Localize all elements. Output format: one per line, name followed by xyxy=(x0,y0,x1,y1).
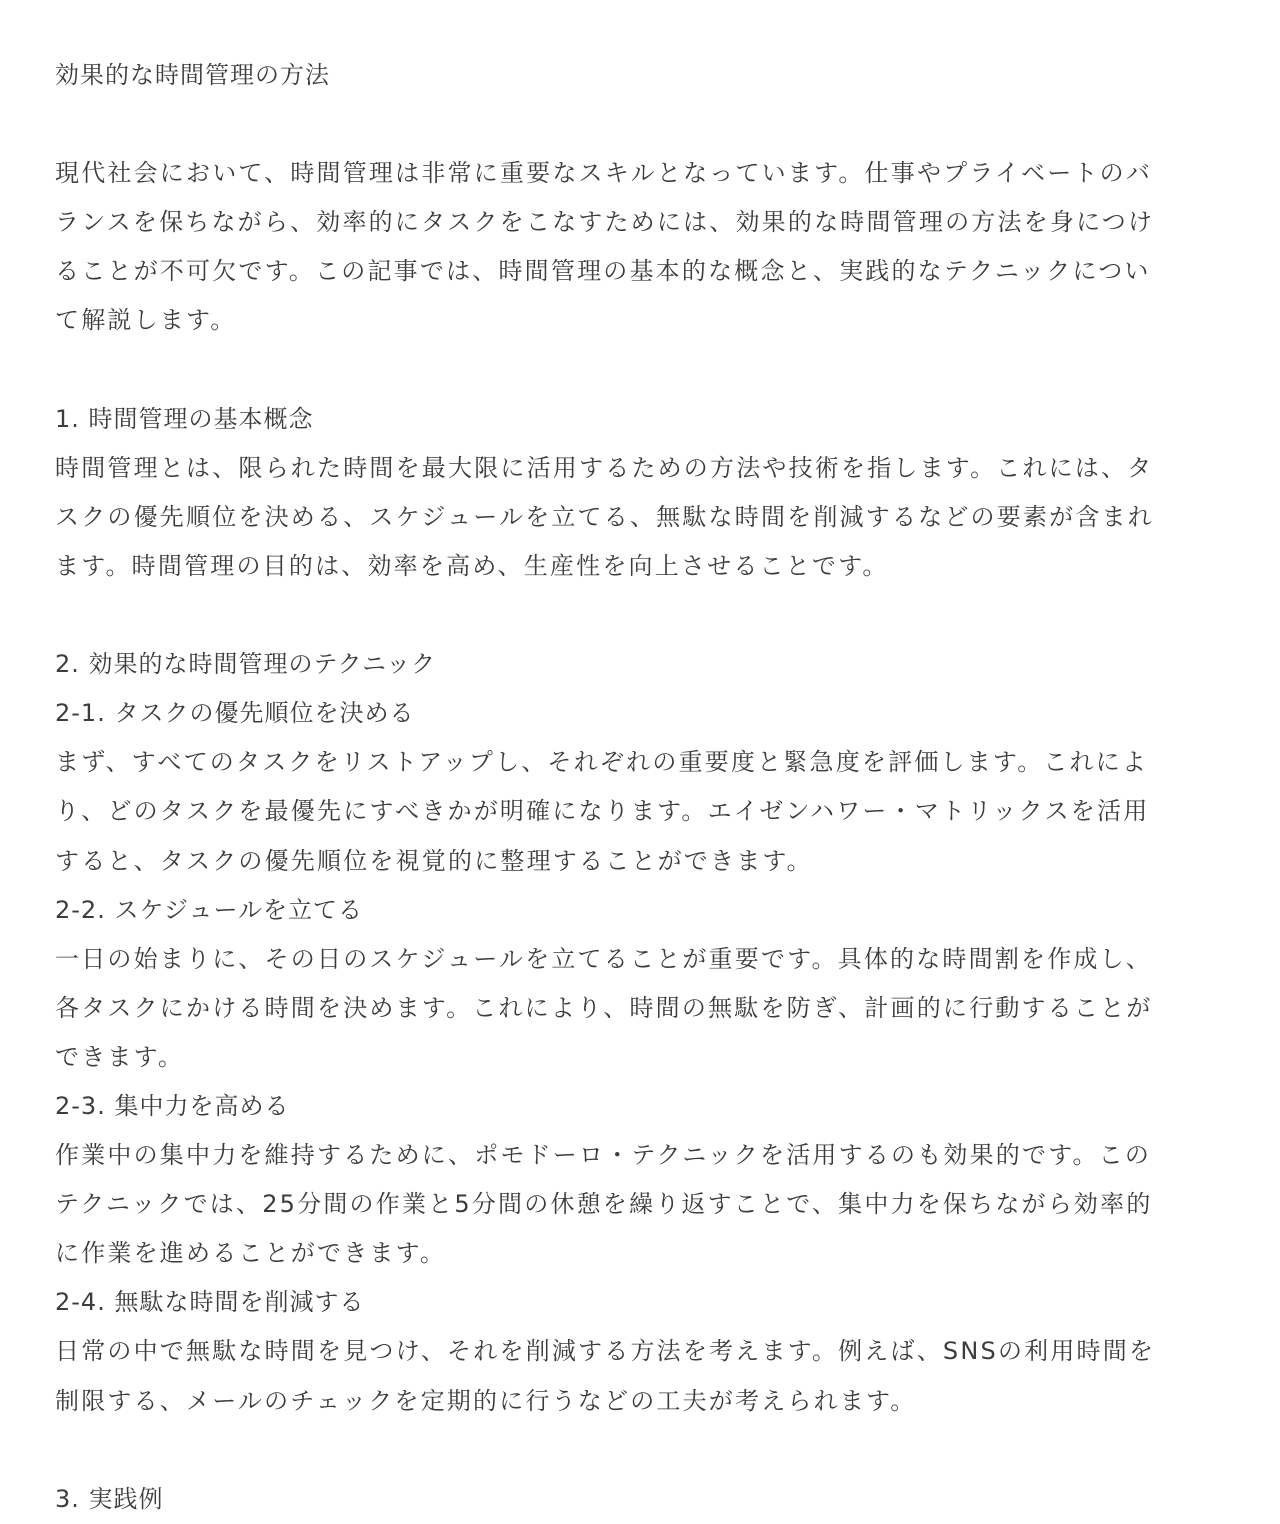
subsection-heading: 2-2. スケジュールを立てる xyxy=(55,895,364,924)
article-title: 効果的な時間管理の方法 xyxy=(55,61,330,89)
text-line: 日常の中で無駄な時間を見つけ、それを削減する方法を考えます。例えば、SNSの利用時間を xyxy=(55,1337,1156,1366)
subsection-heading: 2-1. タスクの優先順位を決める xyxy=(55,699,415,728)
section-1 xyxy=(55,395,1215,591)
text-line: テクニックでは、25分間の作業と5分間の休憩を繰り返すことで、集中力を保ちながら効率的 xyxy=(55,1190,1153,1219)
subsection-heading: 2-4. 無駄な時間を削減する xyxy=(55,1288,365,1317)
intro-paragraph xyxy=(55,149,1215,345)
blank-line xyxy=(55,100,1215,149)
text-line: り、どのタスクを最優先にすべきかが明確になります。エイゼンハワー・マトリックスを活用 xyxy=(55,797,1150,826)
text-line: 各タスクにかける時間を決めます。これにより、時間の無駄を防ぎ、計画的に行動することが xyxy=(55,993,1153,1022)
text-line: まず、すべてのタスクをリストアップし、それぞれの重要度と緊急度を評価します。これによ xyxy=(55,748,1149,777)
text-line: できます。 xyxy=(55,1042,185,1071)
section-heading: 1. 時間管理の基本概念 xyxy=(55,404,314,433)
text-line: に作業を進めることができます。 xyxy=(55,1239,447,1268)
blank-line xyxy=(55,346,1215,395)
text-line: ます。時間管理の目的は、効率を高め、生産性を向上させることです。 xyxy=(55,551,889,580)
text-line: ランスを保ちながら、効率的にタスクをこなすためには、効果的な時間管理の方法を身につけ xyxy=(55,208,1155,237)
article xyxy=(55,51,1215,1524)
text-line: 作業中の集中力を維持するために、ポモドーロ・テクニックを活用するのも効果的です。この xyxy=(55,1141,1152,1170)
text-line: すると、タスクの優先順位を視覚的に整理することができます。 xyxy=(55,846,813,875)
section-2 xyxy=(55,640,1215,1426)
subsection-heading: 2-3. 集中力を高める xyxy=(55,1091,290,1120)
text-line: 現代社会において、時間管理は非常に重要なスキルとなっています。仕事やプライベートのバ xyxy=(55,159,1153,188)
blank-line xyxy=(55,591,1215,640)
blank-line xyxy=(55,1426,1215,1475)
section-heading: 3. 実践例 xyxy=(55,1484,164,1513)
section-heading: 2. 効果的な時間管理のテクニック xyxy=(55,650,437,679)
text-line: 時間管理とは、限られた時間を最大限に活用するための方法や技術を指します。これには、タ xyxy=(55,453,1154,482)
text-line: ることが不可欠です。この記事では、時間管理の基本的な概念と、実践的なテクニックについ xyxy=(55,257,1151,286)
text-line: 一日の始まりに、その日のスケジュールを立てることが重要です。具体的な時間割を作成し、 xyxy=(55,944,1153,973)
text-line: て解説します。 xyxy=(55,306,237,335)
text-line: 制限する、メールのチェックを定期的に行うなどの工夫が考えられます。 xyxy=(55,1386,917,1415)
section-3 xyxy=(55,1475,1215,1524)
text-line: スクの優先順位を決める、スケジュールを立てる、無駄な時間を削減するなどの要素が含まれ xyxy=(55,502,1154,531)
